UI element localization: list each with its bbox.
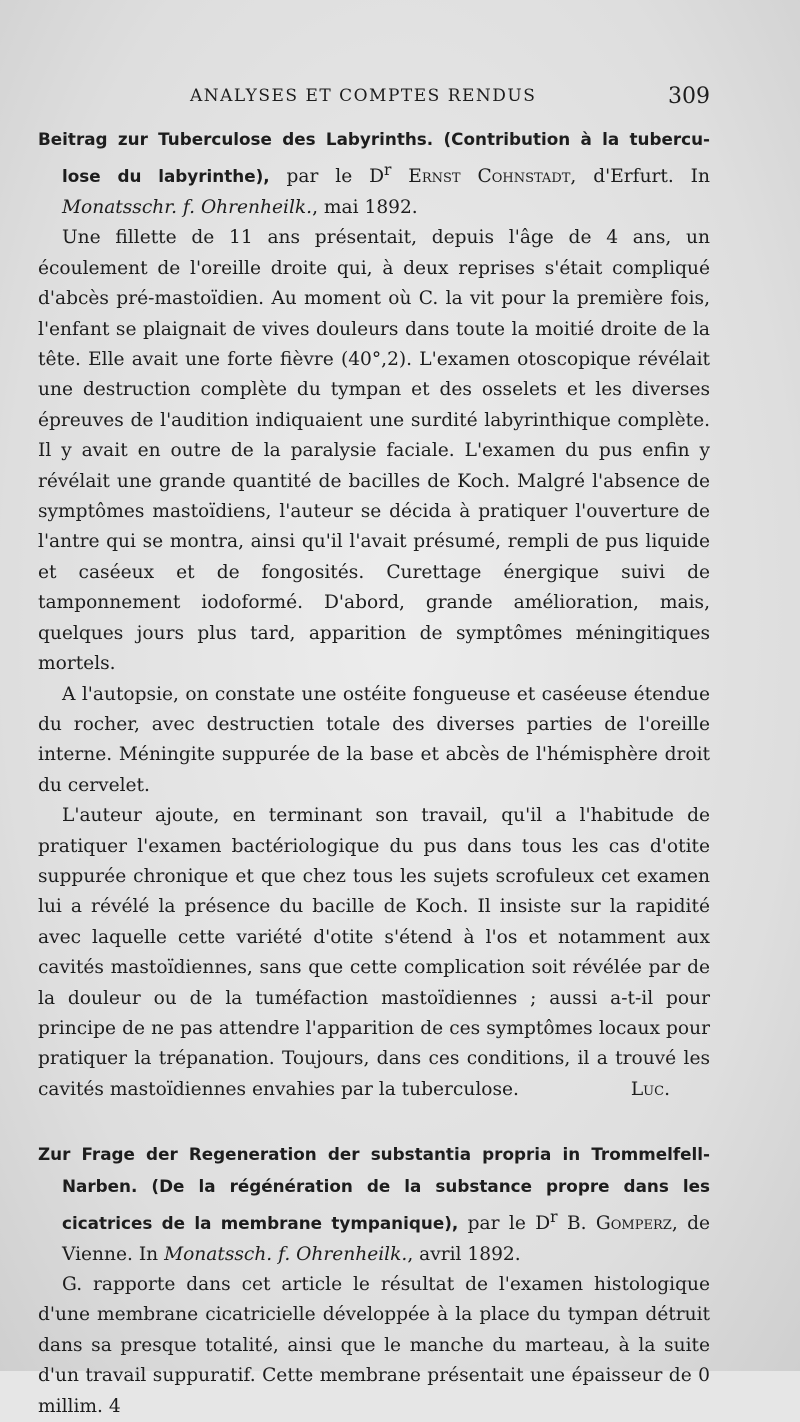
article-2-date: , avril 1892. [407, 1243, 521, 1265]
page-number: 309 [668, 84, 710, 109]
article-2-paragraph-1: G. rapporte dans cet article le résultat de l'examen histologique d'une membrane cicatricielle développée à la place du tympan détruit dans sa presque totalité, ainsi que le manche du marteau, à la suite d'un travail suppuratif. Cette membrane présentait une épaisseur de 0 millim. 4 [38, 1274, 710, 1417]
article-2-citation-sup: r [550, 1208, 558, 1227]
page-body [38, 124, 710, 1422]
running-title: ANALYSES ET COMPTES RENDUS [190, 86, 537, 106]
article-1-paragraph-2: A l'autopsie, on constate une ostéite fongueuse et caséeuse étendue du rocher, avec destructien totale des diverses parties de l'oreille interne. Méningite suppurée de la base et abcès de l'hémisphère droit du cervelet. [38, 683, 710, 796]
article-1-author: Ernst Cohnstadt [391, 166, 571, 188]
article-2-journal: Monatssch. f. Ohrenheilk. [164, 1243, 408, 1265]
article-1-paragraph-3: L'auteur ajoute, en terminant son travail, qu'il a l'habitude de pratiquer l'examen bactériologique du pus dans tous les cas d'otite suppurée chronique et que chez tous les sujets scrofuleux cet examen lui a révélé la présence du bacille de Koch. Il insiste sur la rapidité avec laquelle cette variété d'otite s'étend à l'os et notamment aux cavités mastoïdiennes, sans que cette complication soit révélée par de la douleur ou de la tuméfaction mastoïdiennes ; aussi a-t-il pour principe de ne pas attendre l'apparition de ces symptômes locaux pour pratiquer la trépanation. Toujours, dans ces conditions, il a trouvé les cavités mastoïdiennes envahies par la tuberculose. [38, 805, 710, 1100]
article-1-heading [38, 124, 710, 223]
article-1-citation-sup: r [383, 161, 392, 180]
article-1-title: Beitrag zur Tuberculose des Labyrinths. (Contribution à la tubercu-lose du labyrinthe), [38, 129, 710, 187]
article-1-journal: Monatsschr. f. Ohrenheilk. [62, 197, 313, 218]
section-gap [38, 1105, 710, 1139]
article-2-citation-a: par le D [458, 1213, 551, 1235]
article-2-citation-b: , de Vienne. In [62, 1213, 711, 1265]
article-2-author: B. Gomperz [557, 1213, 672, 1235]
article-1-citation-b: , d'Erfurt. In [570, 166, 711, 188]
article-1-paragraph-1: Une fillette de 11 ans présentait, depuis l'âge de 4 ans, un écoulement de l'oreille droite qui, à deux reprises s'était compliqué d'abcès pré-mastoïdien. Au moment où C. la vit pour la première fois, l'enfant se plaignait de vives douleurs dans toute la moitié droite de la tête. Elle avait une forte fièvre (40°,2). L'examen otoscopique révélait une destruction complète du tympan et des osselets et les diverses épreuves de l'audition indiquaient une surdité labyrinthique complète. Il y avait en outre de la paralysie faciale. L'examen du pus enfin y révélait une grande quantité de bacilles de Koch. Malgré l'absence de symptômes mastoïdiens, l'auteur se décida à pratiquer l'ouverture de l'antre qui se montra, ainsi qu'il l'avait présumé, rempli de pus liquide et caséeux et de fongosités. Curettage énergique suivi de tamponnement iodoformé. D'abord, grande amélioration, mais, quelques jours plus tard, apparition de symptômes méningitiques mortels. [38, 227, 710, 675]
signature-text: Luc. [630, 1078, 670, 1100]
article-2-title: Zur Frage der Regeneration der substantia propria in Trommelfell-Narben. (De la régénération de la substance propre dans les cicatrices de la membrane tympanique), [38, 1144, 710, 1234]
running-header [40, 84, 710, 116]
article-2-heading [38, 1139, 710, 1270]
article-1-citation-a: par le D [269, 166, 384, 188]
article-1-date: , mai 1892. [312, 197, 418, 218]
